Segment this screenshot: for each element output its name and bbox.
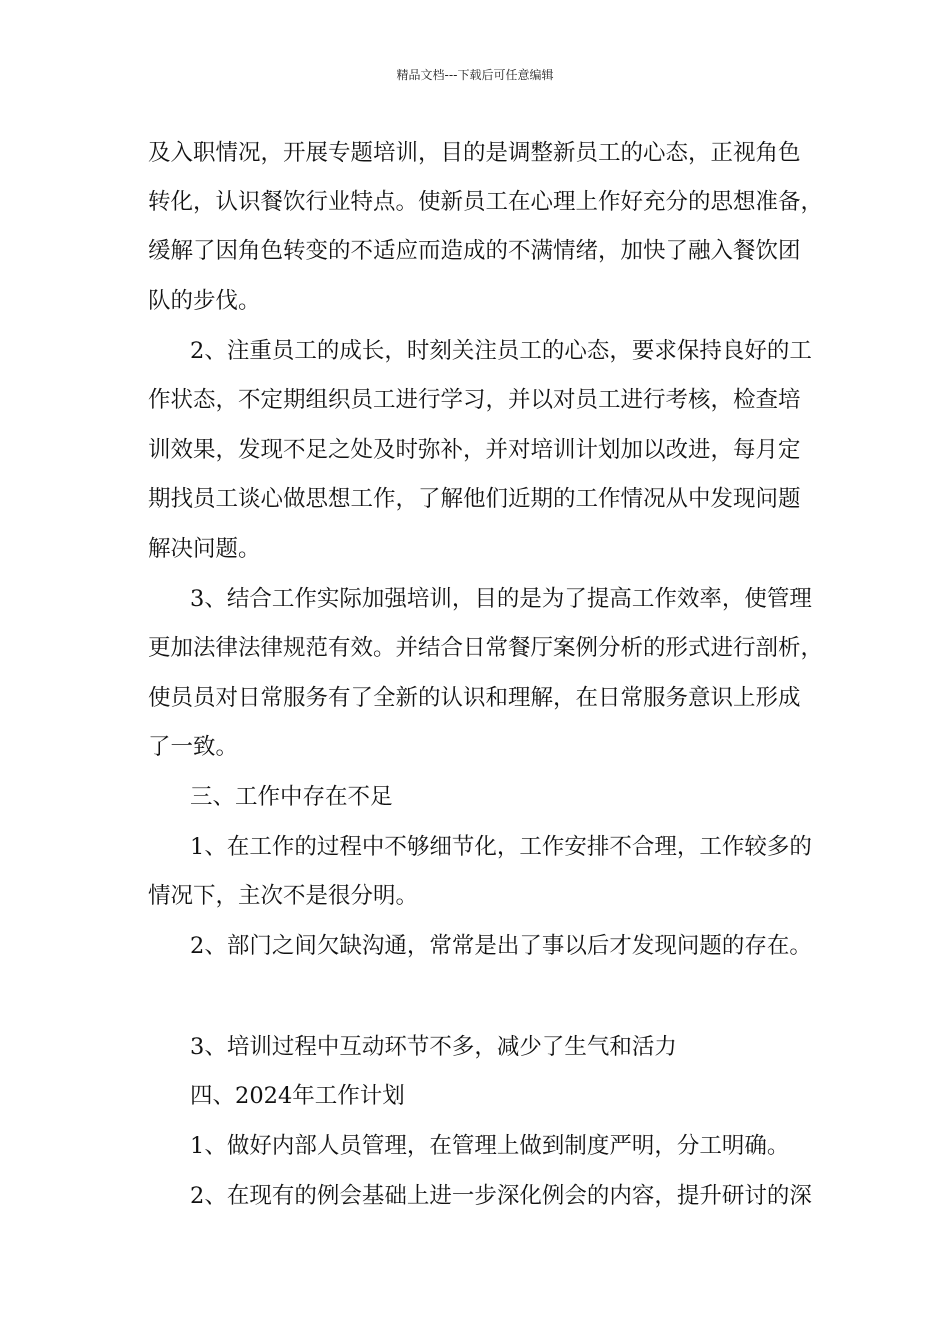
text-line: 更加法律法律规范有效。并结合日常餐厅案例分析的形式进行剖析， <box>148 635 824 661</box>
text-line: 使员员对日常服务有了全新的认识和理解，在日常服务意识上形成 <box>148 685 801 711</box>
text-line: 2、在现有的例会基础上进一步深化例会的内容，提升研讨的深 <box>190 1183 812 1209</box>
text-line: 1、在工作的过程中不够细节化，工作安排不合理，工作较多的 <box>190 834 812 860</box>
text-line: 了一致。 <box>148 734 239 760</box>
text-line: 队的步伐。 <box>148 288 261 314</box>
text-line: 1、做好内部人员管理，在管理上做到制度严明，分工明确。 <box>190 1133 790 1159</box>
text-line: 3、结合工作实际加强培训，目的是为了提高工作效率，使管理 <box>190 586 812 612</box>
text-line: 期找员工谈心做思想工作，了解他们近期的工作情况从中发现问题 <box>148 486 801 512</box>
text-line: 3、培训过程中互动环节不多，减少了生气和活力 <box>190 1034 677 1060</box>
text-line: 转化，认识餐饮行业特点。使新员工在心理上作好充分的思想准备， <box>148 189 824 215</box>
section-heading: 四、2024年工作计划 <box>190 1083 405 1109</box>
text-line: 及入职情况，开展专题培训，目的是调整新员工的心态，正视角色 <box>148 140 801 166</box>
section-heading: 三、工作中存在不足 <box>190 784 393 810</box>
text-line: 缓解了因角色转变的不适应而造成的不满情绪，加快了融入餐饮团 <box>148 238 801 264</box>
text-line: 情况下，主次不是很分明。 <box>148 883 419 909</box>
text-line: 训效果，发现不足之处及时弥补，并对培训计划加以改进，每月定 <box>148 437 801 463</box>
page-header: 精品文档---下载后可任意编辑 <box>396 68 554 82</box>
text-line: 2、注重员工的成长，时刻关注员工的心态，要求保持良好的工 <box>190 338 812 364</box>
text-line: 2、部门之间欠缺沟通，常常是出了事以后才发现问题的存在。 <box>190 933 812 959</box>
text-line: 解决问题。 <box>148 536 261 562</box>
text-line: 作状态，不定期组织员工进行学习，并以对员工进行考核，检查培 <box>148 387 801 413</box>
